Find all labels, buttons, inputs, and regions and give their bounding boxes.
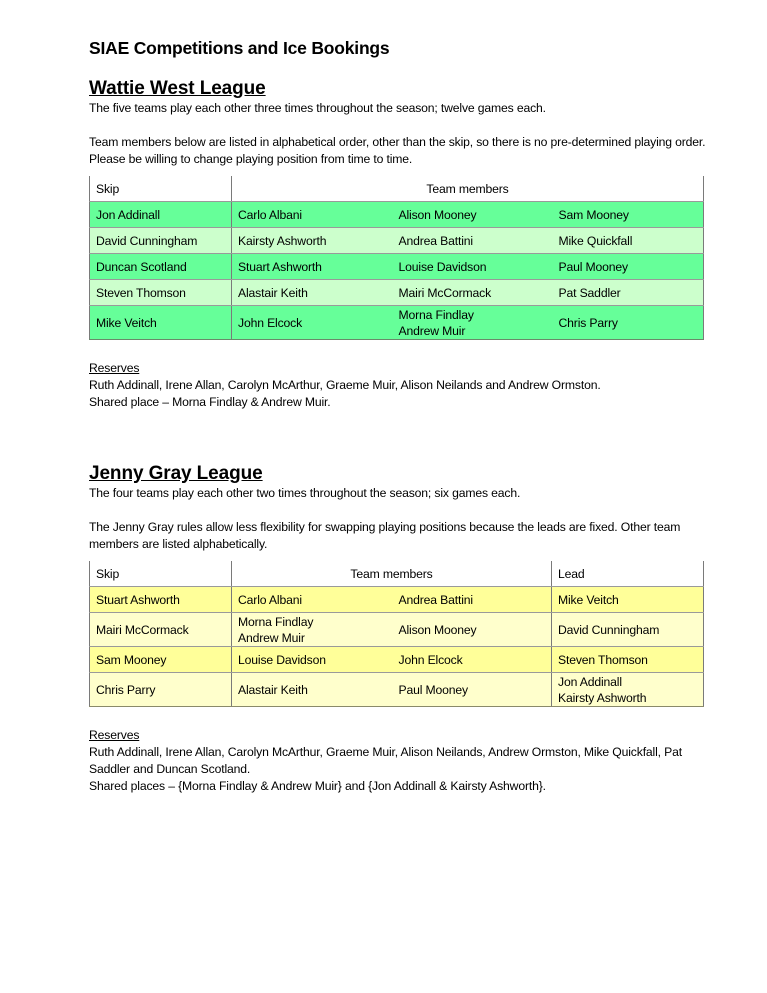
jenny-intro: The four teams play each other two times throughout the season; six games each. (89, 486, 521, 500)
skip-cell: Sam Mooney (90, 647, 232, 673)
table-row (90, 306, 704, 340)
member-cell: Andrea Battini (393, 587, 552, 613)
wattie-west-section (89, 78, 709, 411)
member-cell: Sam Mooney (553, 202, 704, 228)
skip-cell: Mairi McCormack (90, 613, 232, 647)
shared-lead: Jon Addinall (558, 674, 622, 689)
header-skip: Skip (90, 561, 232, 587)
member-cell: Alastair Keith (232, 673, 393, 707)
member-cell-shared (232, 613, 393, 647)
skip-cell: Chris Parry (90, 673, 232, 707)
member-cell: Stuart Ashworth (232, 254, 393, 280)
skip-cell: Duncan Scotland (90, 254, 232, 280)
wattie-shared-place: Shared place – Morna Findlay & Andrew Muir. (89, 395, 331, 409)
member-cell: Kairsty Ashworth (232, 228, 393, 254)
member-cell: John Elcock (393, 647, 552, 673)
wattie-west-title: Wattie West League (89, 78, 266, 99)
table-row (90, 613, 704, 647)
member-cell: Mike Quickfall (553, 228, 704, 254)
table-row (90, 228, 704, 254)
shared-member: Morna Findlay (238, 614, 314, 629)
member-cell: Paul Mooney (553, 254, 704, 280)
skip-cell: Mike Veitch (90, 306, 232, 340)
member-cell: Andrea Battini (393, 228, 553, 254)
header-team-members: Team members (232, 561, 552, 587)
lead-cell: Mike Veitch (552, 587, 704, 613)
member-cell: Alison Mooney (393, 613, 552, 647)
member-cell: Carlo Albani (232, 587, 393, 613)
table-row (90, 280, 704, 306)
member-cell: Pat Saddler (553, 280, 704, 306)
lead-cell: David Cunningham (552, 613, 704, 647)
header-lead: Lead (552, 561, 704, 587)
lead-cell-shared (552, 673, 704, 707)
table-row (90, 587, 704, 613)
jenny-team-table (89, 561, 704, 707)
wattie-reserves-list: Ruth Addinall, Irene Allan, Carolyn McArthur, Graeme Muir, Alison Neilands and Andrew Ormston. (89, 378, 601, 392)
wattie-intro: The five teams play each other three times throughout the season; twelve games each. (89, 101, 546, 115)
member-cell: Chris Parry (553, 306, 704, 340)
skip-cell: David Cunningham (90, 228, 232, 254)
member-cell: Alastair Keith (232, 280, 393, 306)
member-cell-shared (393, 306, 553, 340)
member-cell: Louise Davidson (232, 647, 393, 673)
member-cell: Mairi McCormack (393, 280, 553, 306)
table-row (90, 647, 704, 673)
wattie-note: Team members below are listed in alphabetical order, other than the skip, so there is no pre-determined playing order. Please be willing to change playing position from time to time. (89, 135, 706, 166)
header-team-members: Team members (232, 176, 704, 202)
jenny-gray-section (89, 463, 709, 795)
member-cell: John Elcock (232, 306, 393, 340)
member-cell: Louise Davidson (393, 254, 553, 280)
member-cell: Alison Mooney (393, 202, 553, 228)
skip-cell: Steven Thomson (90, 280, 232, 306)
lead-cell: Steven Thomson (552, 647, 704, 673)
table-row (90, 673, 704, 707)
document-title: SIAE Competitions and Ice Bookings (89, 38, 390, 58)
jenny-note: The Jenny Gray rules allow less flexibility for swapping playing positions because the leads are fixed. Other team members are listed alphabetically. (89, 520, 681, 551)
header-skip: Skip (90, 176, 232, 202)
wattie-reserves-label: Reserves (89, 361, 140, 375)
skip-cell: Stuart Ashworth (90, 587, 232, 613)
jenny-reserves-label: Reserves (89, 728, 140, 742)
document-page (89, 36, 709, 795)
table-row (90, 202, 704, 228)
shared-member: Andrew Muir (238, 630, 305, 645)
member-cell: Paul Mooney (393, 673, 552, 707)
jenny-shared-places: Shared places – {Morna Findlay & Andrew Muir} and {Jon Addinall & Kairsty Ashworth}. (89, 779, 546, 793)
table-header-row (90, 561, 704, 587)
shared-member: Morna Findlay (398, 307, 474, 322)
skip-cell: Jon Addinall (90, 202, 232, 228)
jenny-reserves-list: Ruth Addinall, Irene Allan, Carolyn McArthur, Graeme Muir, Alison Neilands, Andrew Ormston, Mike Quickfall, Pat Saddler and Duncan Scotland. (89, 745, 682, 776)
wattie-team-table (89, 176, 704, 340)
jenny-gray-title: Jenny Gray League (89, 463, 263, 484)
shared-lead: Kairsty Ashworth (558, 690, 647, 705)
table-header-row (90, 176, 704, 202)
table-row (90, 254, 704, 280)
shared-member: Andrew Muir (398, 323, 466, 338)
member-cell: Carlo Albani (232, 202, 393, 228)
